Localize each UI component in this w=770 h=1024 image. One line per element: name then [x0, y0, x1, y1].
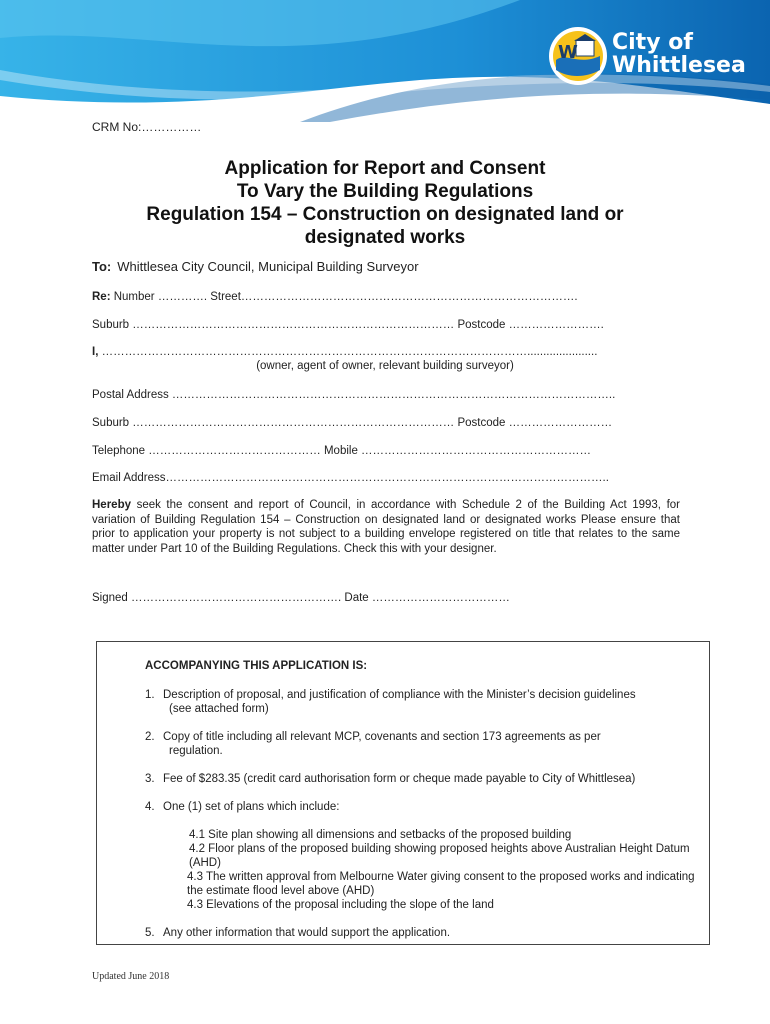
crm-number: CRM No:…………… — [92, 120, 202, 134]
telephone-mobile-field[interactable]: Telephone ……………………………………… Mobile …………………………………………………… — [92, 445, 592, 457]
title-line-4: designated works — [304, 227, 466, 248]
i-label: I, — [92, 346, 99, 358]
item-text: Description of proposal, and justification of compliance with the Minister’s decision guidelines — [163, 689, 636, 701]
item-number: 1. — [145, 689, 155, 701]
item-text: One (1) set of plans which include: — [163, 801, 340, 813]
postal-address-field[interactable]: Postal Address …………………………………………………………………………………………………….. — [92, 389, 616, 401]
updated-date: Updated June 2018 — [92, 971, 170, 982]
form-title — [0, 157, 770, 249]
re-label: Re: — [92, 291, 111, 303]
sub-item: 4.3 Elevations of the proposal including the slope of the land — [187, 899, 494, 911]
list-item — [145, 926, 450, 940]
list-item — [145, 800, 339, 814]
applicant-name-field[interactable] — [92, 346, 597, 358]
list-item — [145, 688, 636, 716]
item-number: 4. — [145, 801, 155, 813]
applicant-role-note: (owner, agent of owner, relevant building surveyor) — [256, 360, 514, 372]
re-text: Number …………. Street……………………………………………………………………………. — [113, 291, 578, 303]
header-banner — [0, 0, 770, 122]
city-logo — [548, 26, 746, 86]
item-text-cont: regulation. — [169, 745, 223, 757]
list-item — [145, 730, 601, 758]
item-number: 5. — [145, 927, 155, 939]
signed-date-field[interactable]: Signed ………………………………………………. Date ……………………………… — [92, 592, 510, 604]
recipient-line — [92, 259, 419, 274]
consent-paragraph — [92, 498, 680, 556]
box-heading-colon: : — [363, 660, 368, 672]
title-line-3: Regulation 154 – Construction on designated land or — [146, 204, 624, 225]
item-text: Fee of $283.35 (credit card authorisation form or cheque made payable to City of Whittlesea) — [163, 773, 636, 785]
logo-line-1: City of — [612, 30, 693, 55]
logo-letter: W — [558, 42, 578, 63]
suburb-postcode-field-2[interactable]: Suburb ………………………………………………………………………… Postcode ……………………… — [92, 417, 613, 429]
title-line-2: To Vary the Building Regulations — [236, 181, 534, 202]
item-text: Any other information that would support the application. — [163, 927, 451, 939]
item-number: 2. — [145, 731, 155, 743]
box-heading — [145, 660, 367, 672]
box-heading-text: ACCOMPANYING THIS APPLICATION IS — [145, 660, 364, 672]
item-number: 3. — [145, 773, 155, 785]
item-text: Copy of title including all relevant MCP, covenants and section 173 agreements as per — [163, 731, 601, 743]
to-label: To: — [92, 259, 112, 274]
sub-item: 4.2 Floor plans of the proposed building showing proposed heights above Australian Height Datum (AHD) — [189, 843, 690, 869]
list-item — [145, 772, 635, 786]
suburb-postcode-field-1[interactable]: Suburb ………………………………………………………………………… Postcode ……………………. — [92, 319, 604, 331]
accompanying-documents-box — [96, 641, 710, 945]
logo-wordmark — [612, 31, 746, 77]
re-field[interactable] — [92, 291, 578, 303]
item-text-cont: (see attached form) — [169, 703, 269, 715]
title-line-1: Application for Report and Consent — [224, 158, 546, 179]
sub-item: 4.3 The written approval from Melbourne Water giving consent to the proposed works and indicating the estimate flood level above (AHD) — [187, 871, 695, 897]
hereby-lead: Hereby — [92, 499, 131, 511]
sub-item: 4.1 Site plan showing all dimensions and setbacks of the proposed building — [189, 829, 572, 841]
logo-line-2: Whittlesea — [612, 53, 746, 78]
i-text: …………………………………………………………………………………………………...................... — [101, 346, 598, 358]
to-value: Whittlesea City Council, Municipal Building Surveyor — [117, 259, 419, 274]
city-logo-mark-icon — [548, 26, 608, 86]
hereby-text: seek the consent and report of Council, in accordance with Schedule 2 of the Building Act 1993, for variation of Building Regulation 154 – Construction on designated land or designated works Please ensure that prior to application your property is not subject to a building envelope registered on title that relates to the same matter under Part 10 of the Building Regulations. Check this with your designer. — [92, 499, 680, 555]
email-address-field[interactable]: Email Address…………………………………………………………………………………………………….. — [92, 472, 609, 484]
